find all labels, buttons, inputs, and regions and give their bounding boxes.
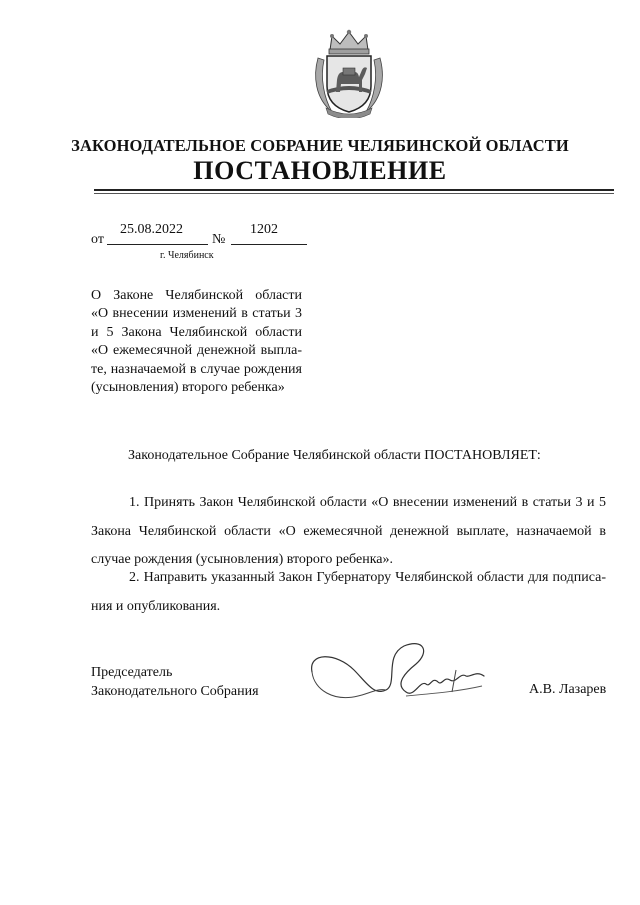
resolution-intro: Законодательное Собрание Челябинской области ПОСТАНОВЛЯЕТ:	[128, 448, 541, 463]
date-underline	[107, 244, 208, 245]
document-type: ПОСТАНОВЛЕНИЕ	[193, 156, 447, 185]
subject-line: «О внесении изменений в статьи 3	[91, 306, 302, 322]
paragraph-line: 2. Направить указанный Закон Губернатору Челябинской области для подписа-	[129, 570, 606, 585]
subject-line: О Законе Челябинской области	[91, 288, 302, 303]
document-number: 1202	[250, 222, 278, 237]
subject-line: «О ежемесячной денежной выпла-	[91, 343, 302, 359]
signatory-name: А.В. Лазарев	[529, 682, 607, 697]
paragraph-line: 1. Принять Закон Челябинской области «О внесении изменений в статьи 3 и 5	[129, 495, 606, 510]
coat-of-arms-emblem	[312, 28, 386, 118]
date-prefix: от	[91, 232, 104, 247]
number-underline	[231, 244, 307, 245]
document-subject	[91, 287, 302, 397]
subject-line: и 5 Закона Челябинской области	[91, 324, 302, 340]
handwritten-signature	[306, 630, 496, 710]
header-rule-thin	[94, 193, 614, 194]
document-date: 25.08.2022	[120, 222, 183, 237]
position-line: Законодательного Собрания	[91, 683, 259, 699]
resolution-item-2	[91, 564, 606, 621]
header-rule-thick	[94, 189, 614, 191]
resolution-item-1	[91, 489, 606, 575]
paragraph-line: Закона Челябинской области «О ежемесячной денежной выплате, назначаемой в	[91, 523, 606, 539]
organization-name: ЗАКОНОДАТЕЛЬНОЕ СОБРАНИЕ ЧЕЛЯБИНСКОЙ ОБЛАСТИ	[71, 136, 569, 155]
subject-line: (усыновления) второго ребенка»	[91, 380, 285, 396]
place-of-issue: г. Челябинск	[160, 250, 214, 261]
paragraph-line: ния и опубликования.	[91, 598, 221, 614]
subject-line: те, назначаемой в случае рождения	[91, 361, 302, 377]
number-prefix: №	[212, 232, 226, 247]
signatory-position	[91, 664, 259, 701]
paragraph-line: случае рождения (усыновления) второго ребенка».	[91, 552, 393, 567]
position-line: Председатель	[91, 665, 173, 680]
